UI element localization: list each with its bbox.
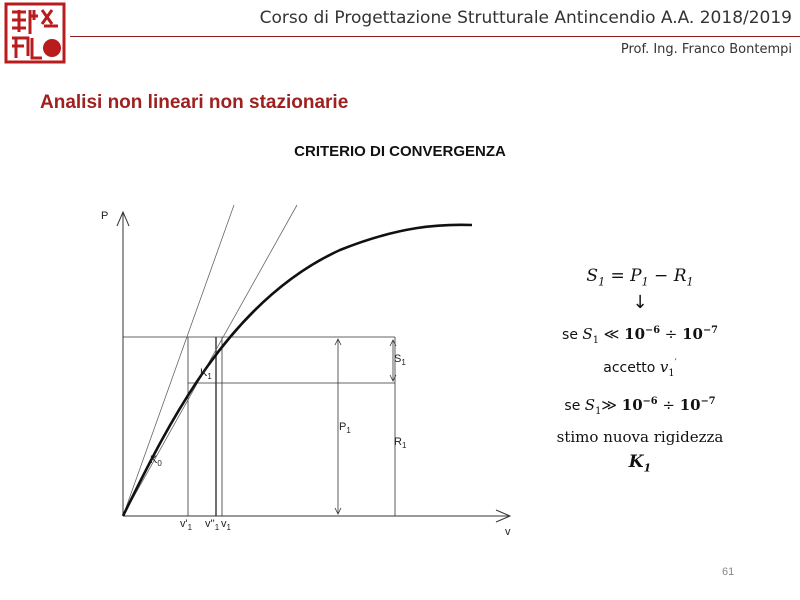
section-heading: CRITERIO DI CONVERGENZA xyxy=(294,143,506,160)
k1-label: $K_1$ xyxy=(200,367,212,381)
v1-prime-label: $v'_1$ xyxy=(180,518,193,532)
k1-secant-line xyxy=(123,205,297,516)
course-title: Corso di Progettazione Strutturale Antincendio A.A. 2018/2019 xyxy=(259,8,792,28)
r1-label: $R_1$ xyxy=(394,436,407,450)
nonconvergence-condition: se $S_1≫$ $10^{-6} \div 10^{-7}$ xyxy=(564,396,716,417)
page-number: 61 xyxy=(722,566,735,578)
p-axis-label: P xyxy=(101,210,109,222)
k0-label: $K_0$ xyxy=(150,454,162,468)
p1-label: $P_1$ xyxy=(339,421,351,435)
stiffness-symbol: $K_1$ xyxy=(628,452,652,475)
s1-label: $S_1$ xyxy=(394,353,406,367)
v1-dprime-label: $v''_1$ xyxy=(205,518,220,532)
residual-equation: $S_1 = P_1 - R_1$ xyxy=(586,266,694,289)
accept-displacement: accetto $v_1'$ xyxy=(603,358,677,379)
slide-title: Analisi non lineari non stazionarie xyxy=(40,92,349,113)
new-stiffness-text: stimo nuova rigidezza xyxy=(556,428,724,446)
down-arrow-icon: ↓ xyxy=(632,292,648,313)
v1-label: $v_1$ xyxy=(221,518,231,532)
professor-name: Prof. Ing. Franco Bontempi xyxy=(620,42,792,57)
v-axis-label: v xyxy=(505,526,511,538)
convergence-condition: se $S_1$ ≪ $10^{-6} \div 10^{-7}$ xyxy=(562,325,718,346)
k0-tangent-line xyxy=(123,205,234,516)
